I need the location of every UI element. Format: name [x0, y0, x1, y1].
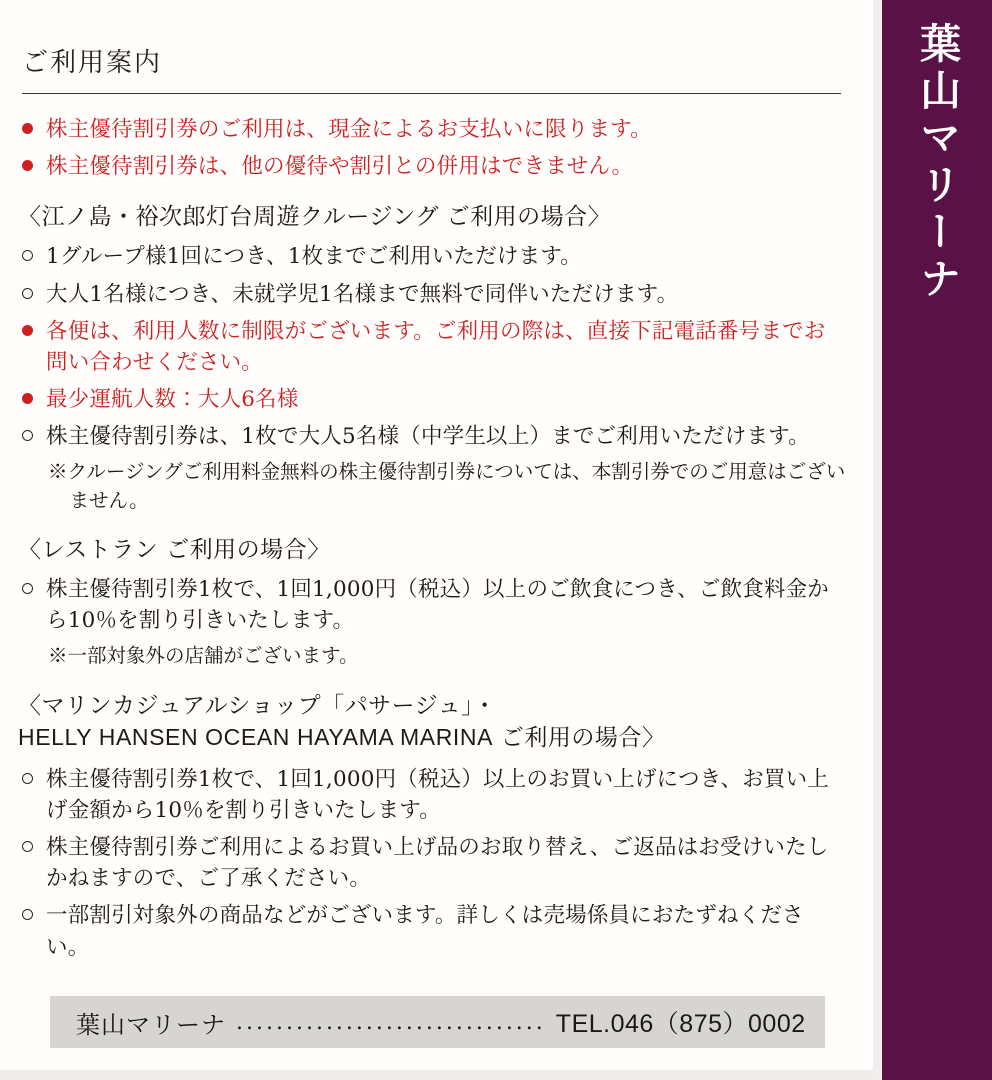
note-text: 株主優待割引券1枚で、1回1,000円（税込）以上のお買い上げにつき、お買い上げ金額から10％を割り引きいたします。 — [46, 766, 829, 823]
red-dot-icon — [22, 160, 33, 171]
list-item — [20, 384, 843, 415]
bottom-strip — [0, 1070, 873, 1080]
hollow-dot-icon — [22, 583, 33, 594]
brand-suffix: ご利用の場合〉 — [493, 724, 666, 751]
section-cruising-list — [14, 241, 849, 452]
list-item — [20, 421, 843, 452]
hollow-dot-icon — [22, 250, 33, 261]
list-item — [20, 900, 843, 962]
list-item — [20, 114, 843, 145]
note-text: 株主優待割引券のご利用は、現金によるお支払いに限ります。 — [46, 117, 652, 142]
side-band-title: 葉山マリーナ — [913, 22, 962, 304]
hollow-dot-icon — [22, 773, 33, 784]
note-text: 大人1名様につき、未就学児1名様まで無料で同伴いただけます。 — [46, 281, 679, 307]
sub-note: ※クルージングご利用料金無料の株主優待割引券については、本割引券でのご用意はございません。 — [48, 460, 846, 512]
list-item — [20, 832, 843, 894]
contact-name: 葉山マリーナ — [76, 1010, 226, 1039]
note-text: 株主優待割引券は、1枚で大人5名様（中学生以上）までご利用いただけます。 — [46, 424, 810, 450]
section-heading: 〈レストラン ご利用の場合〉 — [18, 536, 331, 563]
top-notes-list — [14, 114, 849, 182]
list-item — [20, 279, 843, 310]
list-item — [20, 316, 843, 378]
note-text: 各便は、利用人数に制限がございます。ご利用の際は、直接下記電話番号までお問い合わせください。 — [46, 318, 826, 375]
contact-phone: TEL.046（875）0002 — [555, 1010, 806, 1038]
section-heading-line1: 〈マリンカジュアルショップ「パサージュ」・ — [18, 692, 497, 719]
list-item — [20, 151, 843, 182]
section-heading — [18, 691, 849, 754]
brand-name: HELLY HANSEN OCEAN HAYAMA MARINA — [18, 723, 494, 750]
sub-note: ※一部対象外の店舗がございます。 — [48, 644, 359, 668]
section-heading: 〈江ノ島・裕次郎灯台周遊クルージング ご利用の場合〉 — [18, 204, 612, 231]
hollow-dot-icon — [22, 288, 33, 299]
hollow-dot-icon — [22, 909, 33, 920]
red-dot-icon — [22, 123, 33, 134]
section-restaurant — [14, 535, 849, 671]
hollow-dot-icon — [22, 841, 33, 852]
red-dot-icon — [22, 325, 33, 336]
band-edge — [873, 0, 882, 1080]
note-text: 1グループ様1回につき、1枚までご利用いただけます。 — [46, 244, 583, 270]
note-text: 一部割引対象外の商品などがございます。詳しくは売場係員におたずねください。 — [46, 903, 804, 960]
list-item — [20, 764, 843, 826]
section-cruising — [14, 202, 849, 515]
note-text: 最少運航人数：大人6名様 — [46, 387, 299, 413]
side-band — [882, 0, 992, 1080]
contact-bar — [50, 996, 825, 1048]
section-restaurant-list — [14, 574, 849, 636]
list-item — [20, 574, 843, 636]
section-heading-line2 — [18, 722, 849, 754]
dot-leader: ............................... — [236, 1009, 546, 1035]
page-title: ご利用案内 — [22, 48, 163, 78]
section-shop — [14, 691, 849, 963]
list-item — [20, 241, 843, 272]
note-text: 株主優待割引券は、他の優待や割引との併用はできません。 — [46, 154, 634, 180]
section-shop-list — [14, 764, 849, 963]
note-text: 株主優待割引券ご利用によるお買い上げ品のお取り替え、ご返品はお受けいたしかねますので、ご了承ください。 — [46, 835, 829, 892]
note-text: 株主優待割引券1枚で、1回1,000円（税込）以上のご飲食につき、ご飲食料金から10％を割り引きいたします。 — [46, 577, 829, 634]
hollow-dot-icon — [22, 430, 33, 441]
title-divider — [22, 93, 841, 94]
red-dot-icon — [22, 393, 33, 404]
